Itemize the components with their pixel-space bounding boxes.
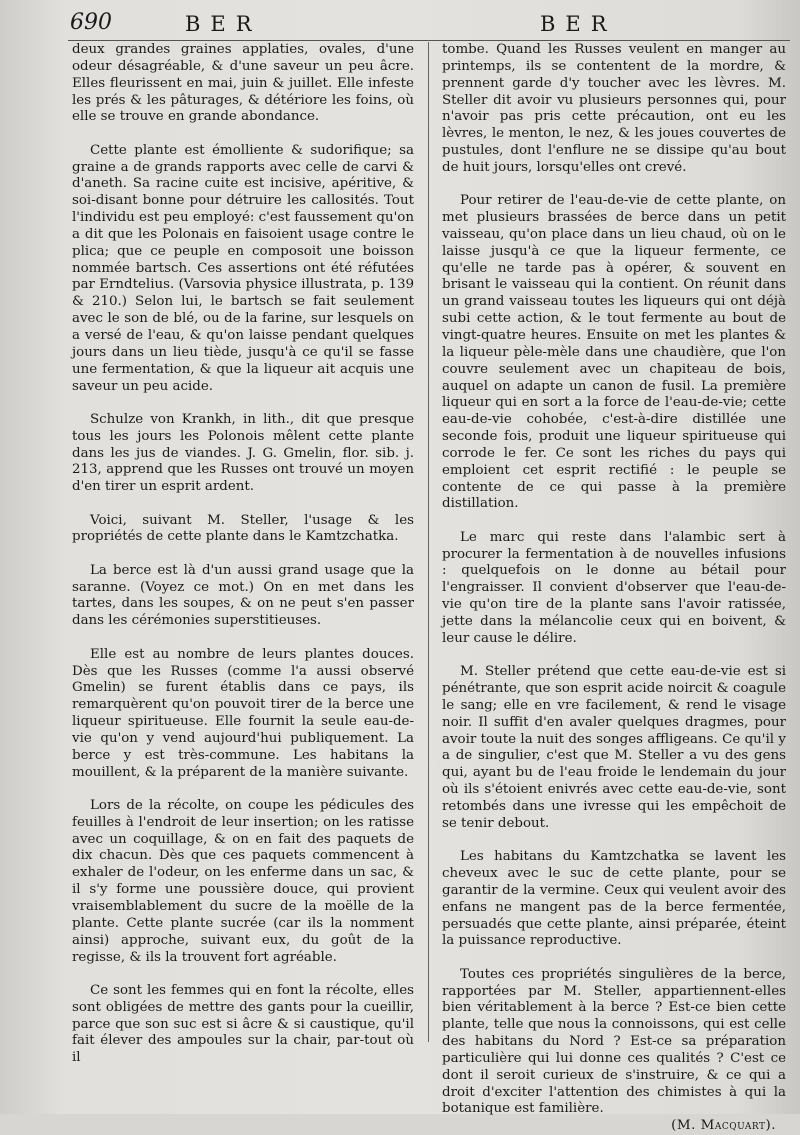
running-head-right: BER — [540, 12, 617, 36]
paragraph: Voici, suivant M. Steller, l'usage & les propriétés de cette plante dans le Kamtzchatka. — [72, 512, 414, 545]
page-number: 690 — [70, 10, 112, 35]
paragraph: La berce est là d'un aussi grand usage que la saranne. (Voyez ce mot.) On en met dans les tartes, dans les soupes, & on ne peut s'en passer dans les cérémonies superstitieuses. — [72, 562, 414, 629]
paragraph: Cette plante est émolliente & sudorifique; sa graine a de grands rapports avec celle de carvi & d'aneth. Sa racine cuite est incisive, apéritive, & soi-disant bonne pour détruire les callosités. Tout l'individu est peu employé: c'est faussement qu'on a dit que les Polonais en faisoient usage contre le plica; que ce peuple en composoit une boisson nommée bartsch. Ces assertions ont été réfutées par Erndtelius. (Varsovia physice illustrata, p. 139 & 210.) Selon lui, le bartsch se fait seulement avec le son de blé, ou de la farine, sur lesquels on a versé de l'eau, & qu'on laisse pendant quelques jours dans un lieu tiède, jusqu'à ce qu'il se fasse une fermentation, & que la liqueur ait acquis une saveur un peu acide. — [72, 142, 414, 394]
running-head-left: BER — [185, 12, 262, 36]
paragraph: Lors de la récolte, on coupe les pédicules des feuilles à l'endroit de leur insertion; on les ratisse avec un coquillage, & on en fait des paquets de dix chacun. Dès que ces paquets commencent à exhaler de l'odeur, on les enferme dans un sac, & il s'y forme une poussière douce, qui provient vraisemblablement du sucre de la moëlle de la plante. Cette plante sucrée (car ils la nomment ainsi) approche, suivant eux, du goût de la regisse, & ils la trouvent fort agréable. — [72, 797, 414, 965]
paragraph: Les habitans du Kamtzchatka se lavent les cheveux avec le suc de cette plante, pour se garantir de la vermine. Ceux qui veulent avoir des enfans ne mangent pas de la berce fermentée, persuadés que cette plante, ainsi préparée, éteint la puissance reproductive. — [442, 849, 786, 949]
author-signature: (M. Macquart). — [671, 1118, 776, 1134]
page-header — [0, 8, 800, 40]
column-divider — [428, 42, 429, 1042]
paragraph: Le marc qui reste dans l'alambic sert à procurer la fermentation à de nouvelles infusions : quelquefois on le donne au bétail pour l'engraisser. Il convient d'observer que l'eau-de-vie qu'on tire de la plante sans l'avoir ratissée, jette dans la mélancolie ceux qui en boivent, & leur cause le délire. — [442, 529, 786, 646]
paragraph: Schulze von Krankh, in lith., dit que presque tous les jours les Polonois mêlent cette plante dans les jus de viandes. J. G. Gmelin, flor. sib. j. 213, apprend que les Russes ont trouvé un moyen d'en tirer un esprit ardent. — [72, 411, 414, 495]
paragraph: M. Steller prétend que cette eau-de-vie est si pénétrante, que son esprit acide noircit & coagule le sang; elle en vre facilement, & rend le visage noir. Il suffit d'en avaler quelques dragmes, pour avoir toute la nuit des songes affligeans. Ce qu'il y a de singulier, c'est que M. Steller a vu des gens qui, ayant bu de l'eau froide le lendemain du jour où ils s'étoient enivrés avec cette eau-de-vie, sont retombés dans une ivresse qui les empêchoit de se tenir debout. — [442, 664, 786, 831]
paragraph: Elle est au nombre de leurs plantes douces. Dès que les Russes (comme l'a aussi observé Gmelin) se furent établis dans ce pays, ils remarquèrent qu'on pouvoit tirer de la berce une liqueur spiritueuse. Elle fournit la seule eau-de-vie qu'on y vend aujourd'hui publiquement. La berce y est très-commune. Les habitans la mouillent, & la préparent de la manière suivante. — [72, 646, 414, 780]
left-column — [72, 42, 414, 1067]
paragraph: tombe. Quand les Russes veulent en manger au printemps, ils se contentent de la mordre, & prennent garde d'y toucher avec les lèvres. M. Steller dit avoir vu plusieurs personnes qui, pour n'avoir pas pris cette précaution, ont eu les lèvres, le menton, le nez, & les joues couvertes de pustules, dont l'enflure ne se dissipe qu'au bout de huit jours, lorsqu'elles ont crevé. — [442, 42, 786, 175]
paragraph: Toutes ces propriétés singulières de la berce, rapportées par M. Steller, appartiennent-elles bien véritablement à la berce ? Est-ce bien cette plante, telle que nous la connoissons, qui est celle des habitans du Nord ? Est-ce sa préparation particulière qui lui donne ces qualités ? C'est ce dont il seroit curieux de s'instruire, & ce qui a droit d'exciter l'attention des chimistes à qui la botanique est familière. — [442, 966, 786, 1117]
paragraph: deux grandes graines applaties, ovales, d'une odeur désagréable, & d'une saveur un peu âcre. Elles fleurissent en mai, juin & juillet. Elle infeste les prés & les pâturages, & détériore les foins, où elle se trouve en grande abondance. — [72, 42, 414, 125]
right-column — [442, 42, 786, 1135]
paragraph: Ce sont les femmes qui en font la récolte, elles sont obligées de mettre des gants pour la cueillir, parce que son suc est si âcre & si caustique, qu'il fait élever des ampoules sur la chair, par-tout où il — [72, 982, 414, 1066]
paragraph: Pour retirer de l'eau-de-vie de cette plante, on met plusieurs brassées de berce dans un petit vaisseau, qu'on place dans un lieu chaud, où on le laisse jusqu'à ce que la liqueur fermente, ce qu'elle ne tarde pas à opérer, & souvent en brisant le vaisseau qui la contient. On réunit dans un grand vaisseau toutes les liqueurs qui ont déjà subi cette action, & le tout fermente au bout de vingt-quatre heures. Ensuite on met les plantes & la liqueur pèle-mèle dans une chaudière, que l'on couvre seulement avec un chapiteau de bois, auquel on adapte un canon de fusil. La première liqueur qui en sort a la force de l'eau-de-vie; cette eau-de-vie cohobée, c'est-à-dire distillée une seconde fois, produit une liqueur spiritueuse qui corrode le fer. Ce sont les riches du pays qui emploient cet esprit rectifié : le peuple se contente de ce qui passe à la première distillation. — [442, 193, 786, 512]
header-rule — [68, 40, 790, 41]
